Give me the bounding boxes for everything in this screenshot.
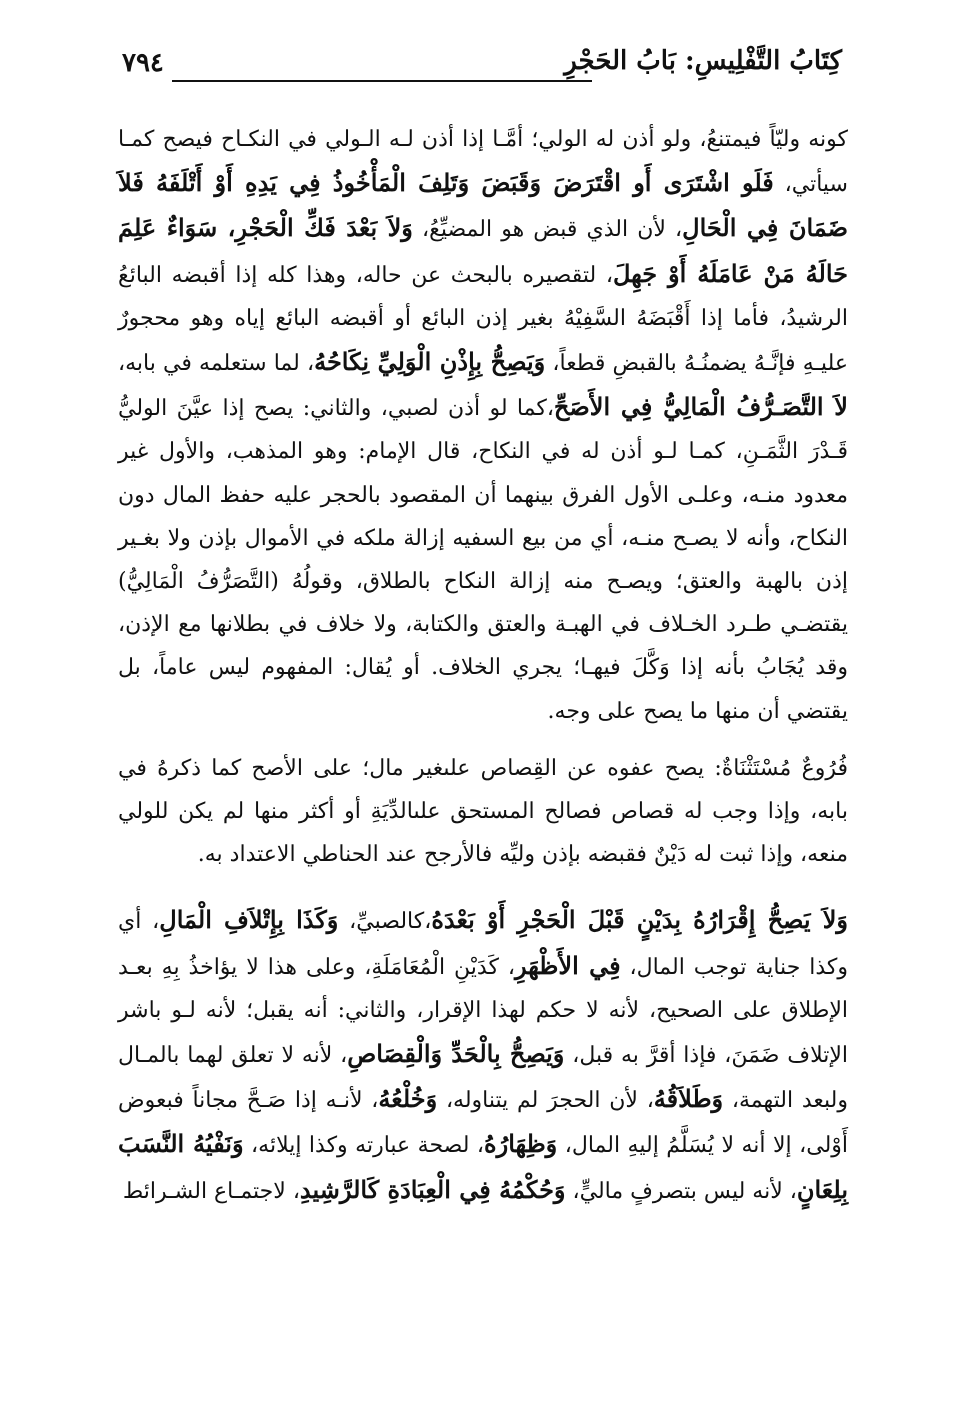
matn-text: وَخُلْعُهُ	[378, 1084, 438, 1114]
commentary-text: ،كما لو أذن لصبي، والثاني: يصح إذا عيَّنَ الوليُّ قَـدْرَ الثَّمَـنِ، كمـا لـو أذن له في النكاح، قال الإمام: وهو المذهب، والأول غير معدود منـه، وعلـى الأول الفرق بينهما أن المقصود بالحجر عليه حفظ المال دون النكاح، وأنه لا يصـح منـه، أي من بيع السفيه إزالة ملكه في الأموال بإذن ولا بغـير إذن بالهبة والعتق؛ ويصـح منه إزالة النكاح بالطلاق، وقولُهُ (التَّصَرُّفُ الْمَالِيُّ) يقتضـي طـرد الخـلاف في الهبـة والعتق والكتابة، ولا خلاف في بطلانها مع الإذن، وقد يُجَابُ بأنه إذا وَكَّلَ فيهـا؛ يجري الخلاف. أو يُقال: المفهوم ليس عاماً، بل يقتضي أن منها ما يصح على وجه.	[118, 396, 848, 724]
matn-text: وَيَصِحُّ بِالْحَدِّ وَالْقِصَاصِ	[347, 1039, 565, 1069]
matn-text: وَطَلاَقُهُ	[653, 1084, 724, 1114]
commentary-text: ،كالصبيِّ،	[338, 909, 432, 935]
commentary-text: ، أي وكذا جناية توجب المال،	[118, 909, 849, 980]
matn-text: لاَ التَّصَـرُّفُ الْمَالِيُّ فِي الأَصَحِّ	[553, 392, 848, 422]
section-heading: فُرُوعٌ مُسْتَثْنَاةٌ:	[714, 755, 848, 781]
commentary-text: ، لأنه ليس بتصرفٍ ماليٍّ،	[565, 1178, 797, 1204]
commentary-text: ، لاجتمـاع الشـرائط	[122, 1178, 300, 1204]
matn-text: وَنَفْيُهُ النَّسَبَ بِلِعَانٍ	[118, 1129, 848, 1204]
paragraph-2	[118, 747, 848, 877]
commentary-text: ، لأن الذي قبض هو المضيِّعُ،	[412, 217, 683, 243]
matn-text: وَكَذَا بِإِتْلاَفِ الْمَالِ	[159, 905, 339, 935]
matn-text: وَيَصِحُّ بِإِذْنِ الْوَلِيِّ نِكَاحُهُ	[314, 347, 546, 377]
page-header	[122, 42, 842, 86]
commentary-text: يصح عفوه عن القِصاص علىغير مال؛ على الأصح كما ذكرهُ في بابه، وإذا وجب له قصاص فصالح المستحق علىالدِّيَةِ أو أكثر منها لم يكن للولي منعه، وإذا ثبت له دَيْنٌ فقبضه بإذن وليِّه فالأرجح عند الحناطي الاعتداد به.	[118, 755, 848, 868]
paragraph-3	[118, 898, 848, 1212]
commentary-text: ، لأنه لا تعلق لهما بالمـال ولبعد التهمة،	[118, 1043, 848, 1114]
commentary-text: ، لأنـه إذا صَـحَّ مجاناً فبعوض أَوْلى، إلا أنه لا يُسَلَّمُ إليهِ المال،	[118, 1088, 849, 1159]
matn-text: فَلَو اشْتَرَى أَو اقْتَرَضَ وَقَبَضَ وَتَلِفَ الْمَأْخُوذُ فِي يَدِهِ أَوْ أَتْلَفَهُ فَلاَ ضَمَانَ فِي الْحَالِ	[118, 168, 849, 243]
matn-text: وَحُكْمُهُ فِي الْعِبَادَةِ كَالرَّشِيدِ	[299, 1174, 566, 1204]
commentary-text: كونه وليّاً فيمتنعُ، ولو أذن له الولي؛ أمَّـا إذا أذن لـه الـولي في النكـاح فيصح كمـا سيأتي،	[118, 127, 848, 198]
matn-text: فِي الأَظْهَرِ	[515, 950, 621, 980]
matn-text: وَلاَ بَعْدَ فَكِّ الْحَجْرِ، سَوَاءٌ عَلِمَ حَالَهُ مَنْ عَامَلَهُ أَوْ جَهِلَ	[118, 213, 848, 288]
commentary-text: ، لأن الحجرَ لم يتناوله،	[437, 1088, 654, 1114]
matn-text: وَظِهَارُهُ	[484, 1129, 558, 1159]
matn-text: وَلاَ يَصِحُّ إِقْرَارُهُ بِدَيْنٍ قَبْلَ الْحَجْرِ أَوْ بَعْدَهُ	[431, 905, 848, 935]
paragraph-spacer	[118, 733, 848, 747]
running-title: كِتَابُ التَّفْلِيسِ: بَابُ الحَجْرِ	[564, 46, 842, 76]
commentary-text: ، كَدَيْنِ الْمُعَامَلَةِ، وعلى هذا لا يؤاخذُ بِهِ بعـد الإطلاق على الصحيح، لأنه لا حكم لهذا الإقرار، والثاني: أنه يقبل؛ لأنه لـو باشر الإتلاف ضَمَنَ، فإذا أقرَّ به قبل،	[118, 954, 849, 1069]
commentary-text: ، لما ستعلمه في بابه،	[118, 351, 315, 377]
commentary-text: ، لتقصيره بالبحث عن حاله، وهذا كله إذا أقبضه البائعُ الرشيدُ، فأما إذا أَقْبَضَهُ السَّفِيْهُ بغير إذن البائع أو أقبضه البائع إياه وهو محجورٌ عليـهِ فإنَّـهُ يضمنُـهُ بالقبضِ قطعاً،	[118, 262, 848, 377]
paragraph-1	[118, 118, 848, 733]
page-body	[118, 118, 848, 1213]
commentary-text: ، لصحة عبارته وكذا إيلائه،	[243, 1133, 485, 1159]
page-number: ٧٩٤	[122, 48, 164, 78]
paragraph-spacer	[118, 876, 848, 898]
header-rule	[172, 80, 592, 82]
